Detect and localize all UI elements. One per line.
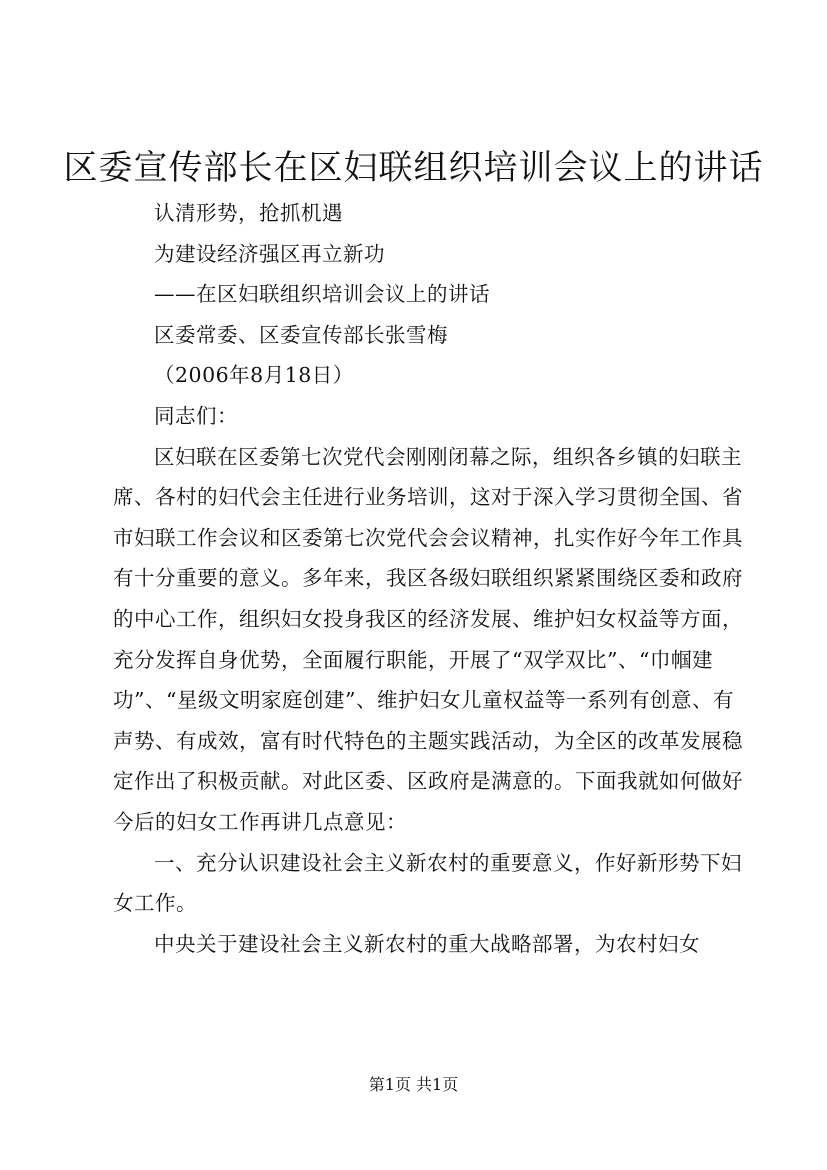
speech-subtitle: ——在区妇联组织培训会议上的讲话 [154,282,490,307]
heading-line: 认清形势，抢抓机遇 [154,201,343,225]
date-line: （2006年8月18日） [154,363,354,388]
section-heading: 一、充分认识建设社会主义新农村的重要意义，作好新形势下妇女工作。 [113,850,742,916]
page-footer: 第1页 共1页 [368,1075,459,1094]
subheading-line: 为建设经济强区再立新功 [154,241,385,266]
salutation: 同志们： [154,403,238,428]
body-paragraph: 区妇联在区委第七次党代会刚刚闭幕之际，组织各乡镇的妇联主席、各村的妇代会主任进行业务培训，这对于深入学习贯彻全国、省市妇联工作会议和区委第七次党代会会议精神，扎实作好今年工作具有十分重要的意义。多年来，我区各级妇联组织紧紧围绕区委和政府的中心工作，组织妇女投身我区的经济发展、维护妇女权益等方面，充分发挥自身优势，全面履行职能，开展了“双学双比”、“巾帼建功”、“星级文明家庭创建”、维护妇女儿童权益等一系列有创意、有声势、有成效，富有时代特色的主题实践活动，为全区的改革发展稳定作出了积极贡献。对此区委、区政府是满意的。下面我就如何做好今后的妇女工作再讲几点意见： [113,444,743,834]
document-body [113,193,743,964]
document-title: 区委宣传部长在区妇联组织培训会议上的讲话 [63,148,764,188]
speaker-line: 区委常委、区委宣传部长张雪梅 [154,322,448,347]
body-paragraph: 中央关于建设社会主义新农村的重大战略部署，为农村妇女 [154,931,700,956]
